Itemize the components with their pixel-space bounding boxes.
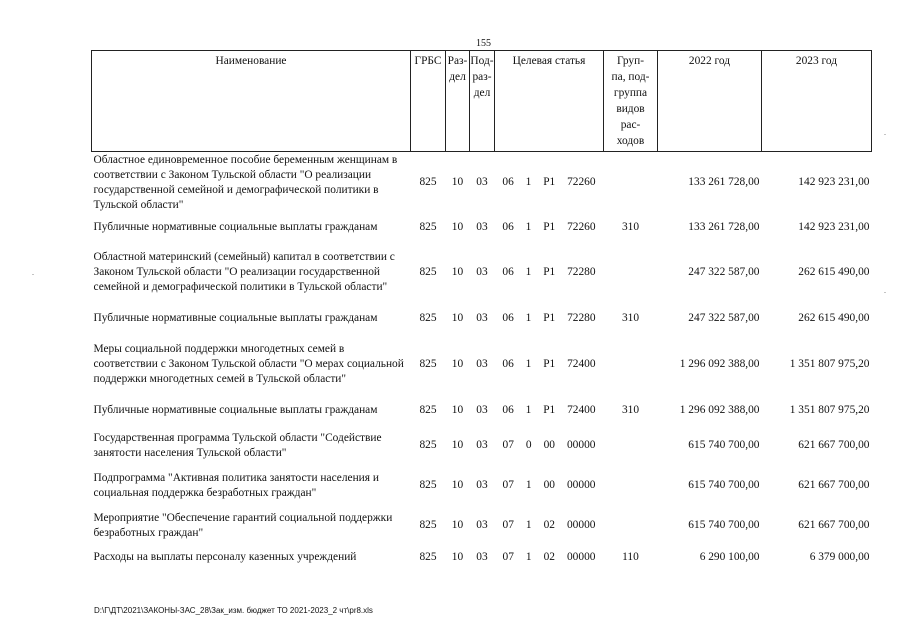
row-target-article-cell [495,506,604,546]
table-row [92,152,872,214]
row-2022-cell: 1 296 092 388,00 [679,404,760,416]
row-2022-cell: 615 740 700,00 [688,519,760,531]
row-razdel-cell: 10 [451,312,464,324]
target-article-part: 72280 [567,312,596,324]
header-year-2022: 2022 год [658,51,762,152]
target-article-part: 1 [525,176,532,189]
row-2023-cell: 621 667 700,00 [798,519,870,531]
row-2022-cell: 6 290 100,00 [699,551,760,563]
file-path-footer: D:\Г\ДТ\2021\ЗАКОНЫ-ЗАС_28\Зак_изм. бюджет ТО 2021-2023_2 чт\pr8.xls [94,606,373,615]
header-name: Наименование [92,51,411,152]
table-row [92,304,872,334]
row-razdel-cell: 10 [451,221,464,233]
row-2023-cell: 142 923 231,00 [798,176,870,189]
row-2023-cell: 6 379 000,00 [809,551,870,563]
row-podrazdel-cell: 03 [476,439,488,451]
target-article-part: 72280 [567,266,596,278]
row-2023-cell: 621 667 700,00 [798,479,870,491]
target-article-part: 06 [502,221,514,233]
target-article-part: 1 [525,312,532,324]
target-article-part: 00000 [566,479,596,491]
row-target-article-cell [495,242,604,304]
scan-speck: . [884,128,886,137]
row-grbs-cell: 825 [419,266,437,278]
row-podrazdel-cell: 03 [476,266,488,278]
target-article-part: 07 [502,519,514,531]
row-name-cell: Публичные нормативные социальные выплаты гражданам [93,221,378,233]
header-year-2023: 2023 год [762,51,872,152]
target-article-part: 00000 [566,439,596,451]
target-article-part: 1 [525,479,532,491]
table-row [92,214,872,242]
target-article-part: 02 [543,551,555,563]
row-2023-cell: 1 351 807 975,20 [789,358,870,370]
header-target-article: Целевая статья [495,51,604,152]
target-article-part: 00000 [566,551,596,563]
row-target-article-cell [495,396,604,426]
target-article-part: 1 [525,404,532,416]
header-grbs: ГРБС [411,51,446,152]
target-article-part: 72260 [567,176,596,189]
row-grbs-cell: 825 [419,312,437,324]
row-grbs-cell: 825 [419,519,437,531]
row-grbs-cell: 825 [419,439,437,451]
row-expense-group-cell: 310 [621,312,640,324]
row-grbs-cell: 825 [419,221,437,233]
row-expense-group-cell [604,466,658,506]
target-article-part: Р1 [543,221,556,233]
row-expense-group-cell [604,506,658,546]
row-name-cell: Меры социальной поддержки многодетных семей в соответствии с Законом Тульской области "О мерах социальной поддержки многодетных семей в Тульской области" [93,343,404,385]
row-grbs-cell: 825 [419,358,437,370]
target-article-part: 0 [525,439,532,451]
target-article-part: 07 [502,479,514,491]
header-podrazdel: Под- раз- дел [470,51,495,152]
row-2022-cell: 247 322 587,00 [688,312,760,324]
row-podrazdel-cell: 03 [476,358,488,370]
target-article-part: 1 [525,358,532,370]
target-article-part: 1 [525,551,532,563]
row-2022-cell: 615 740 700,00 [688,439,760,451]
row-name-cell: Подпрограмма "Активная политика занятости населения и социальная поддержка безработных граждан" [93,471,379,499]
row-expense-group-cell [604,242,658,304]
row-grbs-cell: 825 [419,176,437,189]
header-row [92,51,872,152]
scan-speck: . [32,268,34,277]
row-razdel-cell: 10 [451,551,464,563]
target-article-part: 72400 [567,404,596,416]
table-row [92,506,872,546]
row-name-cell: Публичные нормативные социальные выплаты гражданам [93,404,378,416]
row-expense-group-cell: 310 [621,404,640,416]
target-article-part: 06 [502,312,514,324]
page-number: 155 [476,38,491,49]
row-2023-cell: 621 667 700,00 [798,439,870,451]
row-grbs-cell: 825 [419,551,437,563]
row-podrazdel-cell: 03 [476,551,488,563]
target-article-part: 06 [502,176,514,189]
row-2022-cell: 615 740 700,00 [688,479,760,491]
target-article-part: 00 [543,479,555,491]
target-article-part: 06 [502,358,514,370]
target-article-part: Р1 [543,176,556,189]
row-2022-cell: 1 296 092 388,00 [679,358,760,370]
row-target-article-cell [495,426,604,466]
row-razdel-cell: 10 [451,404,464,416]
row-2022-cell: 133 261 728,00 [688,176,760,189]
row-expense-group-cell [604,426,658,466]
target-article-part: 1 [525,221,532,233]
table-row [92,396,872,426]
row-expense-group-cell: 110 [622,551,639,563]
row-target-article-cell [495,304,604,334]
row-grbs-cell: 825 [419,479,437,491]
row-name-cell: Расходы на выплаты персоналу казенных учреждений [93,551,357,563]
row-expense-group-cell [604,152,658,214]
row-razdel-cell: 10 [451,358,464,370]
row-2023-cell: 1 351 807 975,20 [789,404,870,416]
table-row [92,546,872,570]
row-name-cell: Государственная программа Тульской области "Содействие занятости населения Тульской области" [93,431,382,459]
row-2022-cell: 247 322 587,00 [688,266,760,278]
target-article-part: 02 [543,519,555,531]
target-article-part: 00 [543,439,555,451]
row-podrazdel-cell: 03 [476,404,488,416]
row-razdel-cell: 10 [451,176,464,189]
target-article-part: Р1 [543,404,556,416]
table-row [92,242,872,304]
budget-table [91,50,872,570]
row-target-article-cell [495,214,604,242]
row-name-cell: Мероприятие "Обеспечение гарантий социальной поддержки безработных граждан" [93,511,393,539]
row-podrazdel-cell: 03 [476,519,488,531]
target-article-part: 72400 [567,358,596,370]
row-2023-cell: 262 615 490,00 [798,266,870,278]
target-article-part: 00000 [566,519,596,531]
target-article-part: 72260 [567,221,596,233]
table-row [92,426,872,466]
row-expense-group-cell [604,334,658,396]
row-target-article-cell [495,546,604,570]
row-target-article-cell [495,334,604,396]
row-target-article-cell [495,152,604,214]
table-row [92,466,872,506]
row-razdel-cell: 10 [451,479,464,491]
target-article-part: 07 [502,439,514,451]
target-article-part: 1 [525,519,532,531]
row-razdel-cell: 10 [451,439,464,451]
row-expense-group-cell: 310 [621,221,640,233]
target-article-part: 06 [502,404,514,416]
row-2022-cell: 133 261 728,00 [688,221,760,233]
target-article-part: 07 [502,551,514,563]
row-2023-cell: 142 923 231,00 [798,221,870,233]
row-podrazdel-cell: 03 [476,176,488,189]
row-razdel-cell: 10 [451,266,464,278]
table-row [92,334,872,396]
target-article-part: Р1 [543,312,556,324]
row-podrazdel-cell: 03 [476,221,488,233]
row-razdel-cell: 10 [451,519,464,531]
row-name-cell: Областной материнский (семейный) капитал в соответствии с Законом Тульской области "О реализации государственной семейной и демографической политики в Тульской области" [93,251,395,293]
target-article-part: Р1 [543,266,556,278]
scan-speck: . [884,286,886,295]
target-article-part: 1 [525,266,532,278]
row-name-cell: Областное единовременное пособие беременным женщинам в соответствии с Законом Тульской области "О реализации государственной семейной и демографической политики в Тульской области" [93,153,398,211]
target-article-part: Р1 [543,358,556,370]
row-target-article-cell [495,466,604,506]
row-name-cell: Публичные нормативные социальные выплаты гражданам [93,312,378,324]
target-article-part: 06 [502,266,514,278]
header-expense-group: Груп- па, под- группа видов рас- ходов [604,51,658,152]
header-razdel: Раз- дел [446,51,470,152]
row-podrazdel-cell: 03 [476,479,488,491]
row-2023-cell: 262 615 490,00 [798,312,870,324]
row-podrazdel-cell: 03 [476,312,488,324]
row-grbs-cell: 825 [419,404,437,416]
